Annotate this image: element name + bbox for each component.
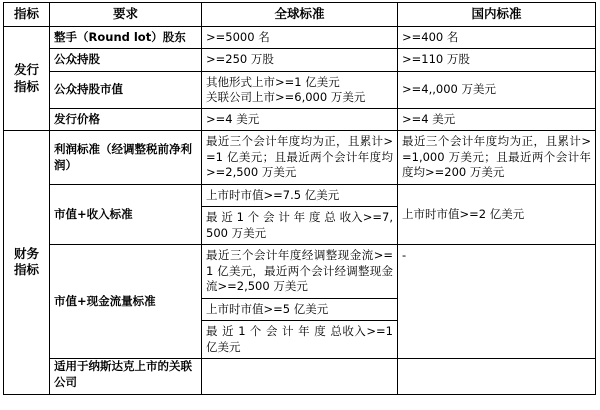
table-row-truncated [4,359,596,394]
category-issue-line2: 指标 [13,78,39,94]
global-market-cap-cashflow-a: 最近三个会计年度经调整现金流>=1 亿美元，最近两个会计经调整现金流>=2,500 万美元 [202,245,398,299]
global-round-lot-holders: >=5000 名 [202,26,398,49]
req-market-cap-cashflow-standard: 市值+现金流量标准 [50,245,202,359]
category-finance-line1: 财务 [13,245,39,261]
category-issue-line1: 发行 [13,61,39,77]
domestic-public-float-shares: >=110 万股 [398,49,596,72]
category-issue [4,26,50,130]
domestic-public-float-value: >=4,,000 万美元 [398,71,596,108]
req-public-float-value: 公众持股市值 [50,71,202,108]
req-nasdaq-affiliate: 适用于纳斯达克上市的关联公司 [50,359,202,394]
global-profit-standard: 最近三个会计年度均为正，且累计>=1 亿美元；且最近两个会计年度均>=2,500 万美元 [202,131,398,185]
header-global-standard: 全球标准 [202,3,398,27]
domestic-round-lot-holders: >=400 名 [398,26,596,49]
domestic-profit-standard: 最近三个会计年度均为正，且累计>=1,000 万美元；且最近两个会计年度均>=200 万美元 [398,131,596,185]
req-public-float-shares: 公众持股 [50,49,202,72]
global-market-cap-cashflow-b: 上市时市值>=5 亿美元 [202,298,398,321]
header-requirement: 要求 [50,3,202,27]
global-public-float-value-line2: 关联公司上市>=6,000 万美元 [206,89,366,104]
document-page [0,2,600,410]
header-domestic-standard: 国内标准 [398,3,596,27]
domestic-market-cap-cashflow: - [398,245,596,359]
table-row [4,131,596,185]
listing-standards-table [3,2,596,395]
header-metric: 指标 [4,3,50,27]
req-profit-standard: 利润标准（经调整税前净利润） [50,131,202,185]
global-public-float-value [202,71,398,108]
table-row [4,49,596,72]
category-finance-line2: 指标 [13,262,39,278]
global-offer-price: >=4 美元 [202,108,398,131]
domestic-nasdaq-affiliate [398,359,596,394]
req-market-cap-revenue-standard: 市值+收入标准 [50,184,202,245]
table-row [4,245,596,299]
table-header-row [4,3,596,27]
global-market-cap-revenue-b: 最 近 1 个 会 计 年 度 总 收入>=7,500 万美元 [202,207,398,245]
global-nasdaq-affiliate [202,359,398,394]
req-offer-price: 发行价格 [50,108,202,131]
category-finance [4,131,50,394]
global-market-cap-cashflow-c: 最 近 1 个 会 计 年 度 总收入>=1 亿美元 [202,321,398,359]
global-public-float-value-line1: 其他形式上市>=1 亿美元 [206,74,340,89]
req-round-lot-holders: 整手（Round lot）股东 [50,26,202,49]
global-public-float-shares: >=250 万股 [202,49,398,72]
domestic-offer-price: >=4 美元 [398,108,596,131]
domestic-market-cap-revenue: 上市时市值>=2 亿美元 [398,184,596,245]
table-row [4,71,596,108]
table-row [4,108,596,131]
table-row [4,184,596,207]
global-market-cap-revenue-a: 上市时市值>=7.5 亿美元 [202,184,398,207]
table-row [4,26,596,49]
